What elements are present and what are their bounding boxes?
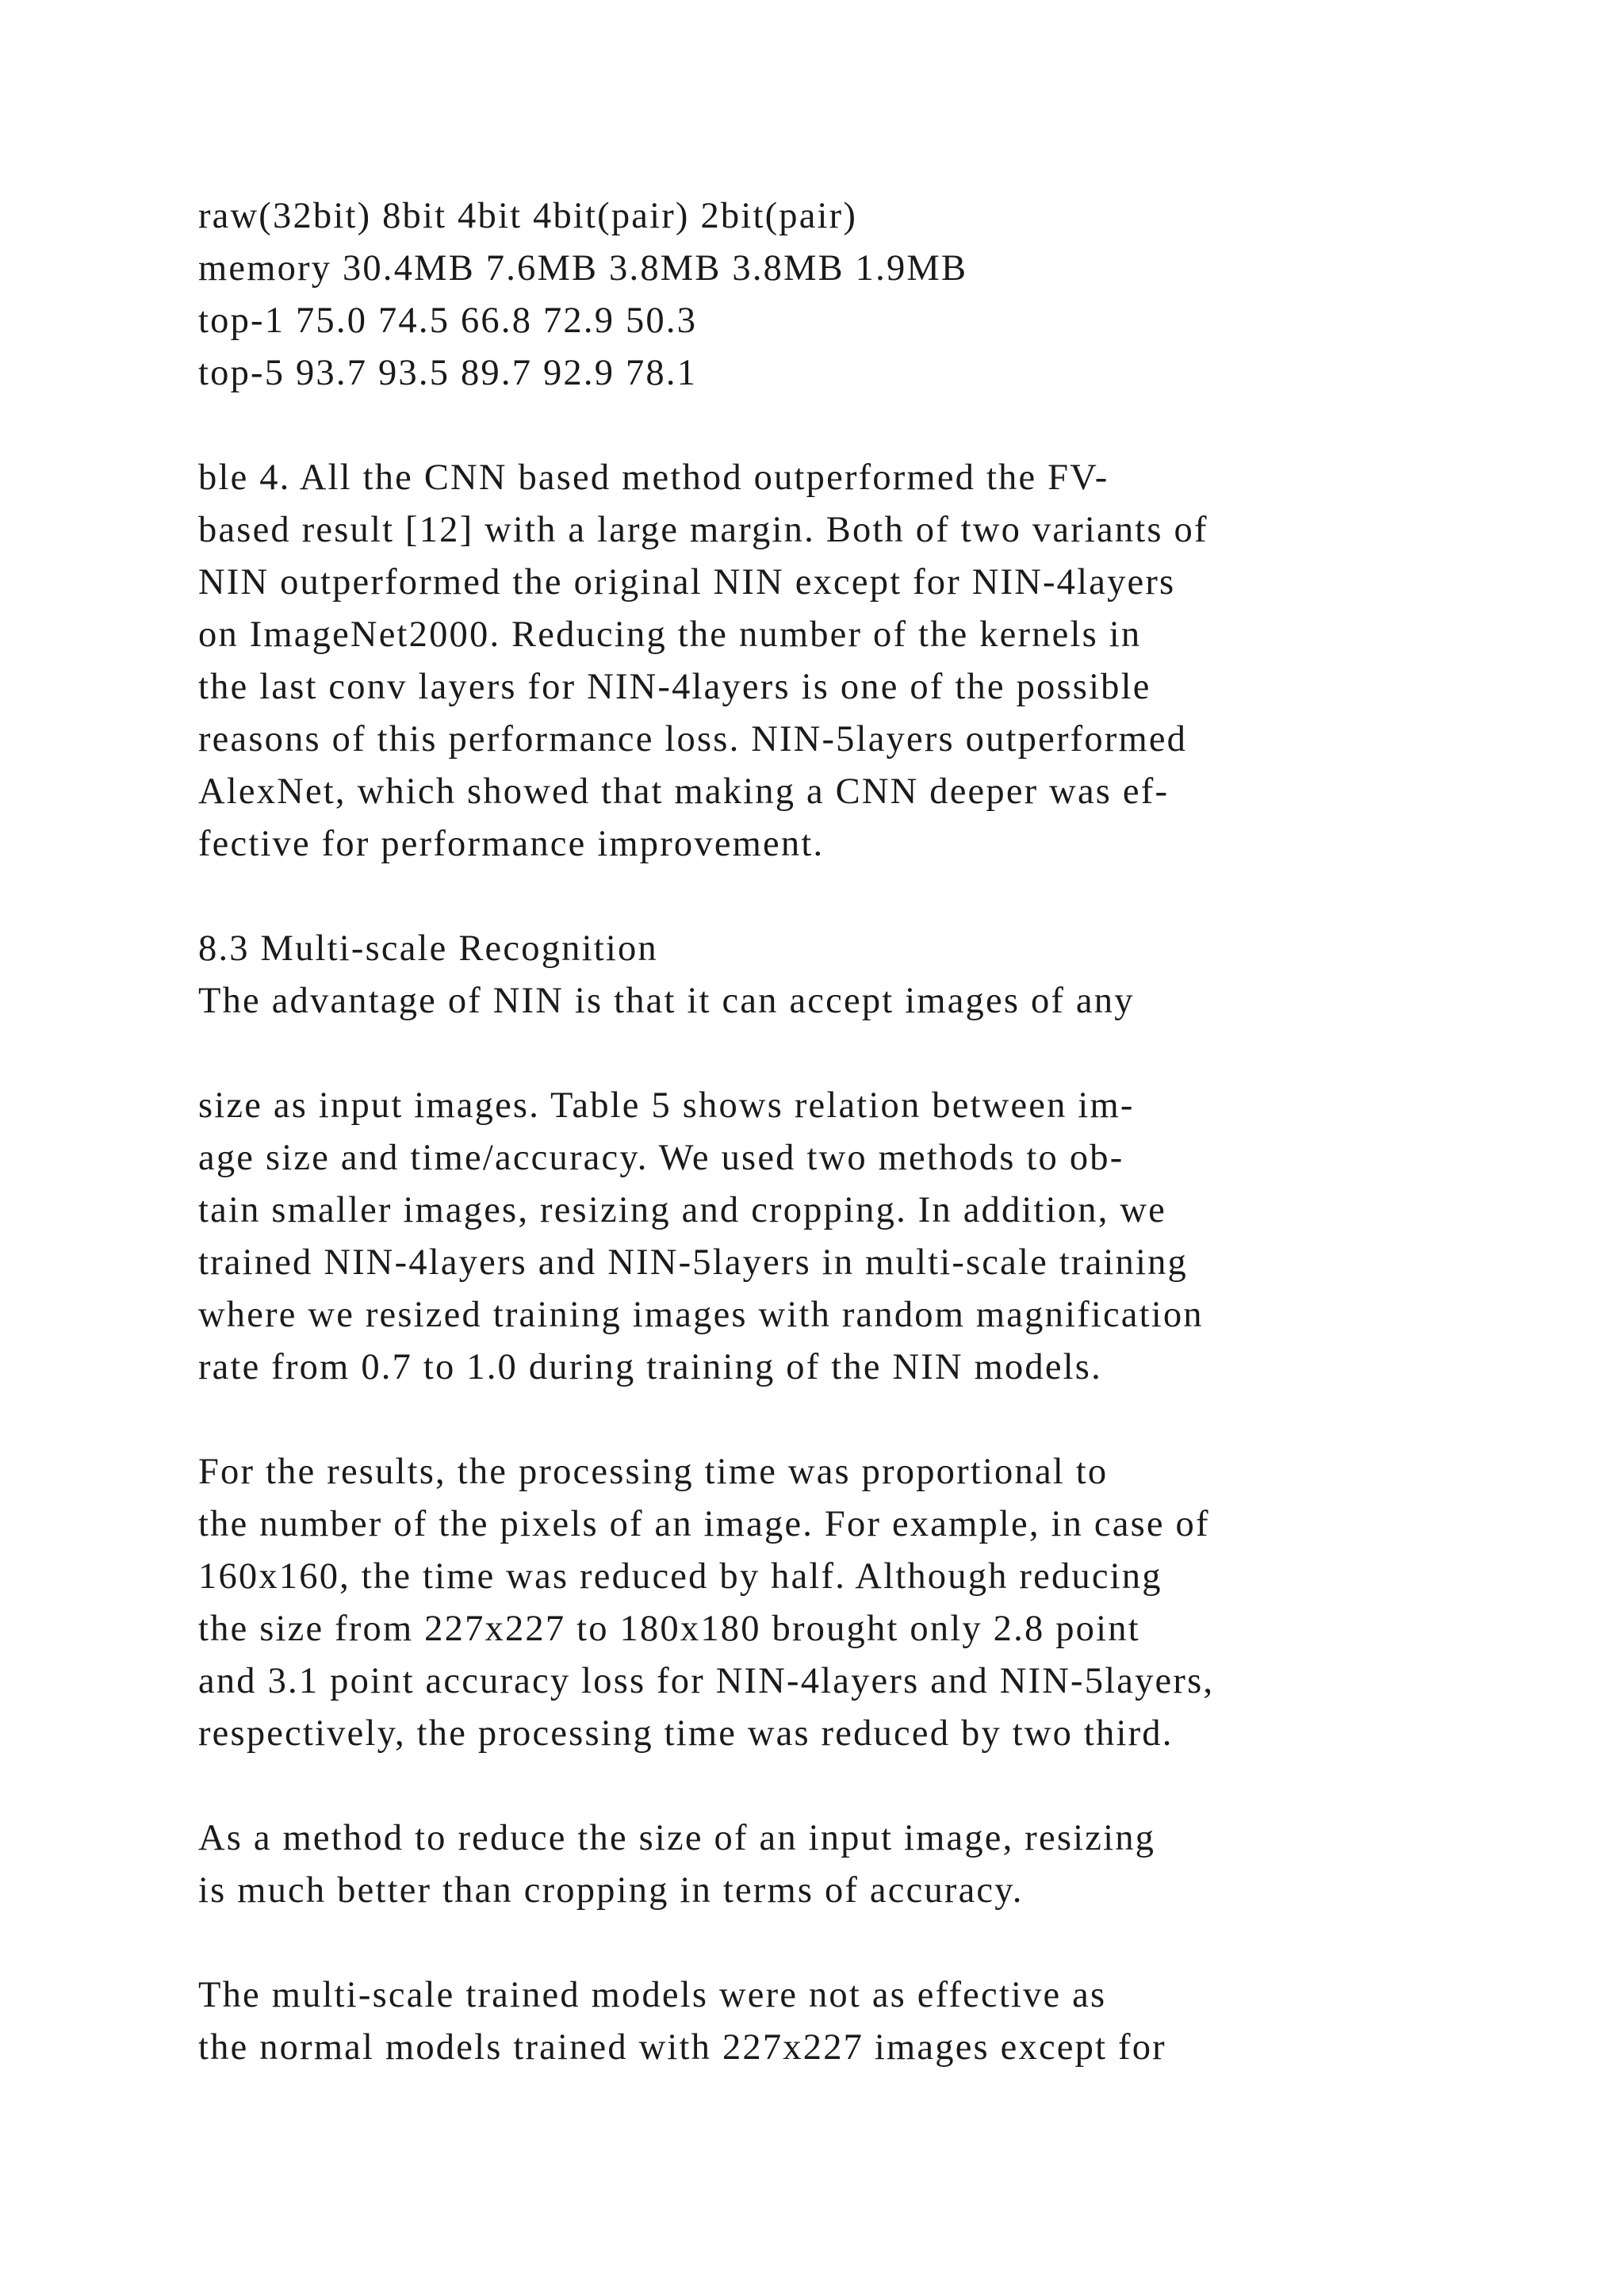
text-line: As a method to reduce the size of an input image, resizing [198, 1818, 1156, 1858]
spacer [198, 871, 1435, 923]
text-line: AlexNet, which showed that making a CNN deeper was ef- [198, 771, 1170, 812]
text-line: rate from 0.7 to 1.0 during training of the NIN models. [198, 1347, 1102, 1387]
text-line: 160x160, the time was reduced by half. Although reducing [198, 1556, 1162, 1597]
table-row-top5: top-5 93.7 93.5 89.7 92.9 78.1 [198, 353, 698, 393]
text-line: where we resized training images with random magnification [198, 1295, 1204, 1335]
table-header-row: raw(32bit) 8bit 4bit 4bit(pair) 2bit(pair) [198, 196, 858, 236]
text-line: The advantage of NIN is that it can accept images of any [198, 981, 1135, 1021]
text-line: trained NIN-4layers and NIN-5layers in multi-scale training [198, 1242, 1189, 1283]
spacer [198, 1760, 1435, 1812]
text-line: For the results, the processing time was proportional to [198, 1452, 1109, 1492]
paragraph-processing-time [198, 1446, 1435, 1760]
text-line: and 3.1 point accuracy loss for NIN-4layers and NIN-5layers, [198, 1661, 1215, 1701]
text-line: The multi-scale trained models were not as effective as [198, 1975, 1107, 2015]
section-heading: 8.3 Multi-scale Recognition [198, 928, 658, 969]
text-line: respectively, the processing time was reduced by two third. [198, 1713, 1174, 1754]
text-line: tain smaller images, resizing and cropping. In addition, we [198, 1190, 1166, 1230]
spacer [198, 1917, 1435, 1969]
text-line: the last conv layers for NIN-4layers is one of the possible [198, 667, 1151, 707]
text-line: the normal models trained with 227x227 images except for [198, 2027, 1166, 2068]
text-line: size as input images. Table 5 shows relation between im- [198, 1085, 1135, 1126]
text-line: on ImageNet2000. Reducing the number of the kernels in [198, 614, 1142, 655]
document-body [198, 190, 1435, 2074]
text-line: is much better than cropping in terms of accuracy. [198, 1870, 1024, 1911]
spacer [198, 1027, 1435, 1080]
paragraph-results [198, 452, 1435, 871]
text-line: the number of the pixels of an image. For example, in case of [198, 1504, 1210, 1544]
paragraph-image-size [198, 1080, 1435, 1394]
table-row-memory: memory 30.4MB 7.6MB 3.8MB 3.8MB 1.9MB [198, 248, 968, 289]
text-line: reasons of this performance loss. NIN-5layers outperformed [198, 719, 1188, 760]
spacer [198, 1394, 1435, 1446]
text-line: age size and time/accuracy. We used two methods to ob- [198, 1138, 1124, 1178]
spacer [198, 400, 1435, 452]
quantization-table [198, 190, 1435, 400]
text-line: the size from 227x227 to 180x180 brought only 2.8 point [198, 1609, 1140, 1649]
text-line: NIN outperformed the original NIN except for NIN-4layers [198, 562, 1176, 603]
text-line: fective for performance improvement. [198, 824, 825, 864]
paragraph-resizing [198, 1812, 1435, 1917]
text-line: ble 4. All the CNN based method outperformed the FV- [198, 457, 1109, 498]
section-multiscale [198, 923, 1435, 1027]
table-row-top1: top-1 75.0 74.5 66.8 72.9 50.3 [198, 300, 698, 341]
text-line: based result [12] with a large margin. Both of two variants of [198, 510, 1208, 550]
paragraph-multiscale-trained [198, 1969, 1435, 2074]
